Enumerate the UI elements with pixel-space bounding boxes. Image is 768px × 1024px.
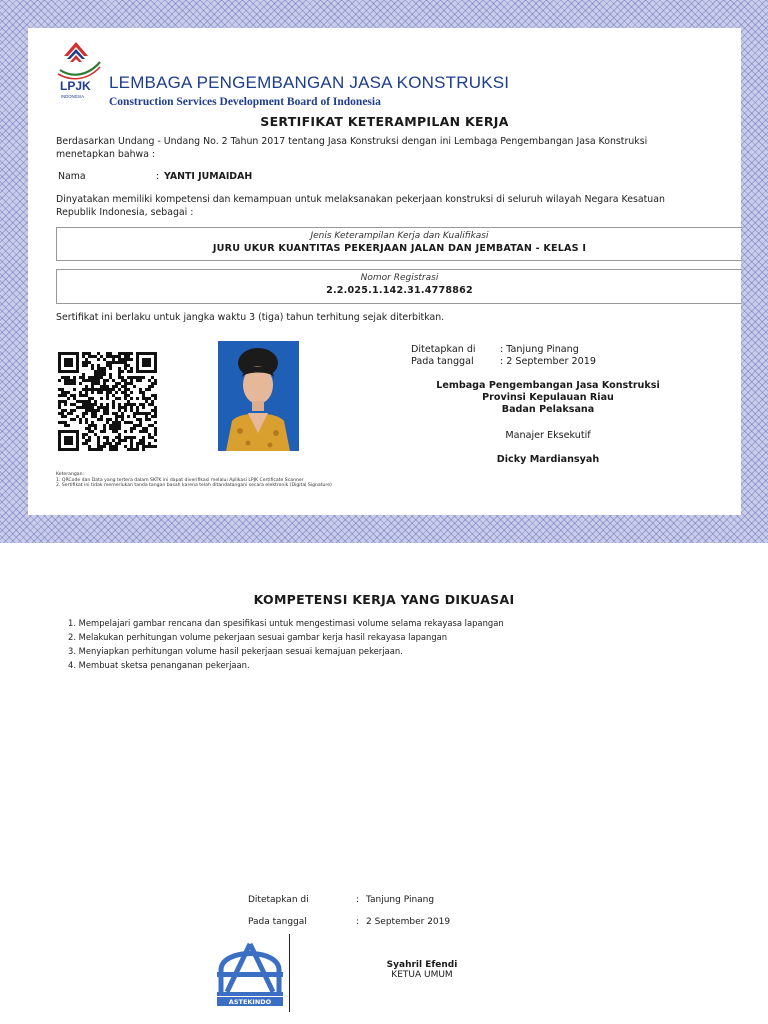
issued-date-row bbox=[408, 356, 718, 368]
notes-line1: 1. QRCode dan Data yang tertera dalam SKTK ini dapat diverifikasi melalui Aplikasi LPJK Certificate Scanner bbox=[56, 477, 304, 483]
certificate-title: SERTIFIKAT KETERAMPILAN KERJA bbox=[260, 114, 509, 129]
competency-title: KOMPETENSI KERJA YANG DIKUASAI bbox=[253, 592, 515, 607]
notes-line2: 2. Sertifikat ini tidak memerlukan tanda tangan basah karena telah ditandatangani secara elektronik (Digital Signature) bbox=[56, 483, 332, 489]
declaration-paragraph: Dinyatakan memiliki kompetensi dan kemampuan untuk melaksanakan pekerjaan konstruksi di seluruh wilayah Negara Kesatuan Republik Indonesia, sebagai : bbox=[56, 194, 665, 218]
issued-place-label: Ditetapkan di bbox=[411, 344, 476, 355]
page2-date-colon: : bbox=[356, 917, 360, 927]
lpjk-logo-mark-icon bbox=[54, 40, 102, 102]
issued-place-row bbox=[408, 344, 718, 356]
skill-value: JURU UKUR KUANTITAS PEKERJAAN JALAN DAN JEMBATAN - KELAS I bbox=[212, 243, 587, 254]
page2-signer-name: Syahril Efendi bbox=[386, 960, 458, 970]
issued-place-value: : Tanjung Pinang bbox=[500, 344, 579, 355]
page2-date-value: 2 September 2019 bbox=[366, 917, 451, 927]
validity-paragraph: Sertifikat ini berlaku untuk jangka waktu 3 (tiga) tahun terhitung sejak diterbitkan. bbox=[56, 312, 445, 323]
page2-signature-block bbox=[248, 895, 548, 939]
svg-text:LPJK: LPJK bbox=[60, 79, 91, 93]
list-item: 3. Menyiapkan perhitungan volume hasil pekerjaan sesuai kemajuan pekerjaan. bbox=[68, 646, 403, 656]
notes bbox=[56, 472, 476, 489]
signature-block bbox=[408, 344, 718, 465]
page2-date-row bbox=[248, 917, 548, 939]
astekindo-logo-icon bbox=[215, 934, 285, 1006]
lpjk-logo bbox=[54, 40, 510, 108]
list-item: 2. Melakukan perhitungan volume pekerjaan sesuai gambar kerja hasil rekayasa lapangan bbox=[68, 632, 448, 642]
issuer-org-line3: Badan Pelaksana bbox=[501, 404, 595, 415]
issuer-org-line2: Provinsi Kepulauan Riau bbox=[482, 392, 614, 403]
org-name: LEMBAGA PENGEMBANGAN JASA KONSTRUKSI bbox=[109, 73, 510, 92]
intro-paragraph: Berdasarkan Undang - Undang No. 2 Tahun 2017 tentang Jasa Konstruksi dengan ini Lembaga Pengembangan Jasa Konstruksi menetapkan bahwa : bbox=[56, 136, 648, 160]
notes-heading: Keterangan: bbox=[56, 472, 85, 477]
list-item: 1. Mempelajari gambar rencana dan spesifikasi untuk mengestimasi volume selama rekayasa lapangan bbox=[68, 618, 504, 628]
list-item: 4. Membuat sketsa penanganan pekerjaan. bbox=[68, 660, 250, 670]
name-label: Nama bbox=[58, 171, 86, 182]
holder-photo bbox=[218, 341, 299, 451]
page2-date-label: Pada tanggal bbox=[248, 917, 307, 927]
signer-name: Dicky Mardiansyah bbox=[496, 454, 600, 465]
skill-caption: Jenis Keterampilan Kerja dan Kualifikasi bbox=[310, 231, 489, 241]
name-colon: : bbox=[156, 171, 160, 182]
page2-place-colon: : bbox=[356, 895, 360, 905]
certificate-body bbox=[28, 28, 741, 515]
issued-date-value: : 2 September 2019 bbox=[500, 356, 596, 367]
registration-number: 2.2.025.1.142.31.4778862 bbox=[326, 285, 473, 296]
page2-place-value: Tanjung Pinang bbox=[366, 895, 435, 905]
svg-text:ASTEKINDO: ASTEKINDO bbox=[228, 998, 272, 1006]
page2-signer-role: KETUA UMUM bbox=[391, 970, 453, 980]
org-name-english: Construction Services Development Board of Indonesia bbox=[109, 96, 381, 108]
competency-list bbox=[68, 616, 504, 672]
page2-place-label: Ditetapkan di bbox=[248, 895, 309, 905]
signature-divider bbox=[289, 934, 290, 1012]
skill-qualification-box bbox=[56, 227, 742, 261]
issuer-org-line1: Lembaga Pengembangan Jasa Konstruksi bbox=[436, 380, 660, 391]
signer-role: Manajer Eksekutif bbox=[505, 430, 591, 441]
page2-signer bbox=[372, 960, 472, 980]
issued-date-label: Pada tanggal bbox=[411, 356, 474, 367]
registration-caption: Nomor Registrasi bbox=[360, 273, 439, 283]
registration-box bbox=[56, 269, 742, 304]
holder-name: YANTI JUMAIDAH bbox=[164, 171, 253, 182]
page2-place-row bbox=[248, 895, 548, 917]
svg-text:INDONESIA: INDONESIA bbox=[61, 94, 85, 99]
qr-code-icon bbox=[56, 350, 159, 453]
